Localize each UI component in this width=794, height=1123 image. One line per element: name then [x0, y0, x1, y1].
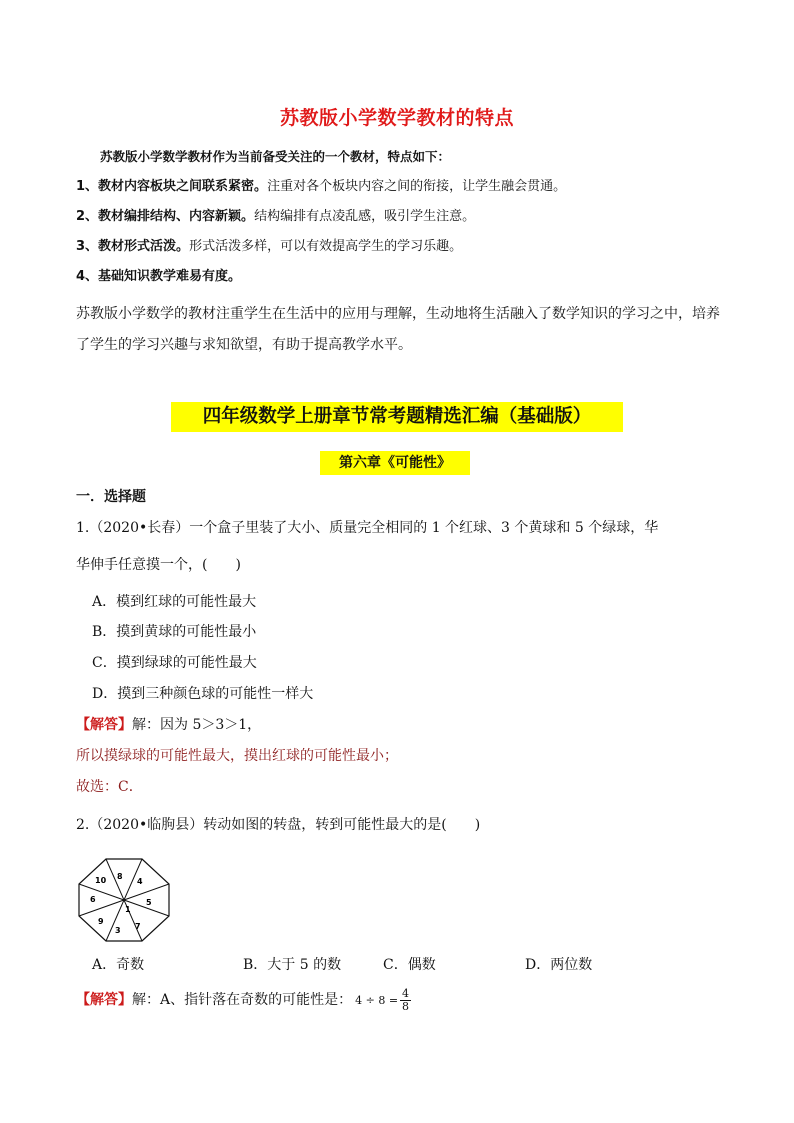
- q1-answer: [76, 710, 261, 740]
- q1-option-b: B．摸到黄球的可能性最小: [92, 624, 257, 640]
- point-bold: 教材形式活泼。: [98, 239, 190, 254]
- intro-lead: 苏教版小学数学教材作为当前备受关注的一个教材，特点如下：: [100, 149, 451, 164]
- point-num: 4、: [76, 269, 99, 284]
- point-text: 结构编排有点凌乱感，吸引学生注意。: [254, 209, 476, 224]
- spinner-number: 3: [115, 926, 121, 935]
- q2-option-b: B．大于 5 的数: [243, 957, 342, 973]
- point-bold: 教材编排结构、内容新颖。: [98, 209, 255, 224]
- q1-choice: 故选：C．: [76, 779, 143, 795]
- spinner-figure: [76, 857, 172, 943]
- intro-point-3: [76, 237, 462, 257]
- intro-title: 苏教版小学数学教材的特点: [279, 107, 514, 129]
- spinner-number: 6: [90, 895, 96, 904]
- point-num: 1、: [76, 179, 99, 194]
- spinner-number: 1: [125, 905, 131, 914]
- answer-expression: 4 ÷ 8 =: [355, 994, 399, 1007]
- answer-label: 【解答】: [76, 992, 132, 1008]
- spinner-number: 8: [117, 872, 123, 881]
- point-num: 2、: [76, 209, 99, 224]
- q2-option-c: C．偶数: [383, 957, 436, 973]
- chapter-title: 第六章《可能性》: [320, 451, 470, 475]
- point-bold: 基础知识教学难易有度。: [98, 269, 242, 284]
- point-bold: 教材内容板块之间联系紧密。: [98, 179, 268, 194]
- answer-label: 【解答】: [76, 717, 132, 733]
- q1-reason: 所以摸绿球的可能性最大，摸出红球的可能性最小；: [76, 748, 398, 764]
- spinner-number: 9: [98, 917, 104, 926]
- spinner-number: 5: [146, 898, 152, 907]
- q1-stem-line1: 1.（2020•长春）一个盒子里装了大小、质量完全相同的 1 个红球、3 个黄球和 5 个绿球，华: [76, 520, 659, 536]
- q2-option-d: D．两位数: [525, 957, 593, 973]
- q2-option-a: A．奇数: [92, 957, 145, 973]
- intro-point-4: [76, 267, 241, 287]
- answer-text: 解：A、指针落在奇数的可能性是：: [132, 992, 353, 1008]
- point-num: 3、: [76, 239, 99, 254]
- q2-answer: [76, 985, 411, 1016]
- fraction-numerator: 4: [402, 986, 410, 1000]
- point-text: 注重对各个板块内容之间的衔接，让学生融会贯通。: [267, 179, 567, 194]
- doc-title: 四年级数学上册章节常考题精选汇编（基础版）: [171, 402, 623, 432]
- intro-point-1: [76, 177, 566, 197]
- section-heading: 一．选择题: [76, 489, 146, 505]
- intro-point-2: [76, 207, 475, 227]
- answer-fraction: [400, 988, 411, 1013]
- intro-summary: 苏教版小学数学的教材注重学生在生活中的应用与理解，生动地将生活融入了数学知识的学习之中，培养了学生的学习兴趣与求知欲望，有助于提高教学水平。: [76, 306, 720, 353]
- q1-option-a: A．模到红球的可能性最大: [92, 594, 257, 610]
- q2-stem: 2.（2020•临朐县）转动如图的转盘，转到可能性最大的是( ): [76, 817, 481, 833]
- spinner-number: 4: [137, 877, 143, 886]
- q1-option-c: C．摸到绿球的可能性最大: [92, 655, 257, 671]
- spinner-number: 7: [135, 922, 141, 931]
- answer-text: 解：因为 5＞3＞1，: [132, 717, 262, 733]
- q1-stem-line2: 华伸手任意摸一个，( ): [76, 557, 241, 573]
- spinner-number: 10: [95, 876, 107, 885]
- fraction-denominator: 8: [402, 999, 410, 1013]
- point-text: 形式活泼多样，可以有效提高学生的学习乐趣。: [189, 239, 463, 254]
- q1-option-d: D．摸到三种颜色球的可能性一样大: [92, 686, 314, 702]
